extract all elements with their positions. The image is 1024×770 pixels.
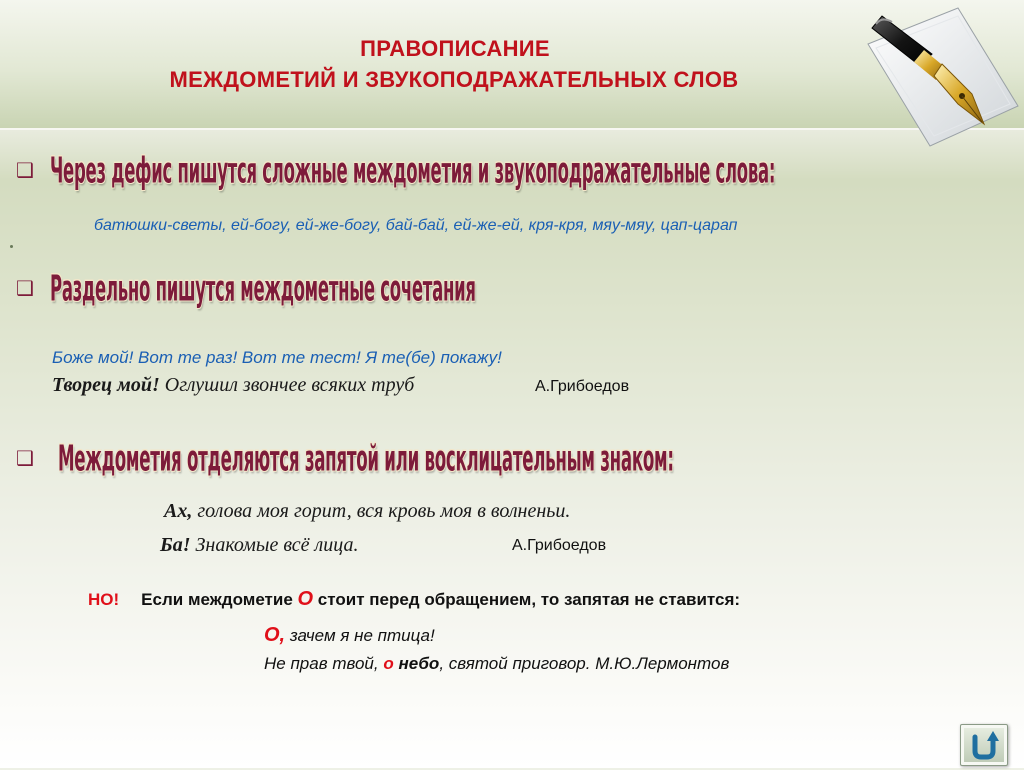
- note-text-before: Если междометие: [141, 590, 298, 609]
- line2-before: Не прав твой,: [264, 654, 384, 673]
- griboedov-quote-1: [52, 374, 414, 397]
- quote-text: Знакомые всё лица.: [190, 534, 359, 556]
- o-letter: о: [383, 654, 394, 673]
- quote-author: А.Грибоедов: [512, 537, 607, 554]
- quote-bold: Творец мой!: [52, 374, 160, 396]
- return-button[interactable]: [960, 724, 1008, 766]
- o-letter: О,: [264, 624, 286, 646]
- fountain-pen-icon: [862, 4, 1022, 154]
- page-title: [0, 33, 880, 95]
- line1-text: зачем я не птица!: [285, 626, 435, 645]
- note-text-after: стоит перед обращением, то запятая не ставится:: [313, 590, 741, 609]
- quote-text: Оглушил звончее всяких труб: [159, 374, 415, 396]
- quote-bold: Ах,: [164, 500, 193, 522]
- quote-bold: Ба!: [160, 534, 191, 556]
- bullet-icon: ❑: [16, 276, 34, 300]
- note-label: НО!: [88, 590, 120, 609]
- note-letter: О: [297, 588, 314, 610]
- bullet-icon: ❑: [16, 446, 34, 470]
- quote-author: А.Грибоедов: [535, 378, 630, 395]
- hyphen-examples: батюшки-светы, ей-богу, ей-же-богу, бай-бай, ей-же-ей, кря-кря, мяу-мяу, цап-царап: [94, 217, 738, 234]
- line2-word: небо: [393, 654, 440, 673]
- griboedov-quote-2: [164, 500, 570, 523]
- section-2-heading: Раздельно пишутся междометные сочетания: [50, 268, 476, 310]
- separate-examples: Боже мой! Вот те раз! Вот те тест! Я те(бе) покажу!: [52, 348, 502, 367]
- quote-text: голова моя горит, вся кровь моя в волненьи.: [192, 500, 571, 522]
- griboedov-quote-3: [160, 534, 358, 557]
- lermontov-line-1: [264, 624, 435, 647]
- return-arrow-icon: [961, 725, 1007, 765]
- stray-dot: [10, 245, 13, 248]
- section-3-heading: Междометия отделяются запятой или восклицательным знаком:: [58, 438, 674, 480]
- lermontov-line-2: [264, 654, 729, 674]
- line2-after: , святой приговор. М.Ю.Лермонтов: [439, 654, 730, 673]
- section-1-heading: Через дефис пишутся сложные междометия и звукоподражательные слова:: [50, 150, 776, 192]
- bullet-icon: ❑: [16, 158, 34, 182]
- note-line: [88, 588, 740, 611]
- title-line-1: ПРАВОПИСАНИЕ: [360, 36, 550, 61]
- title-line-2: МЕЖДОМЕТИЙ И ЗВУКОПОДРАЖАТЕЛЬНЫХ СЛОВ: [169, 67, 739, 92]
